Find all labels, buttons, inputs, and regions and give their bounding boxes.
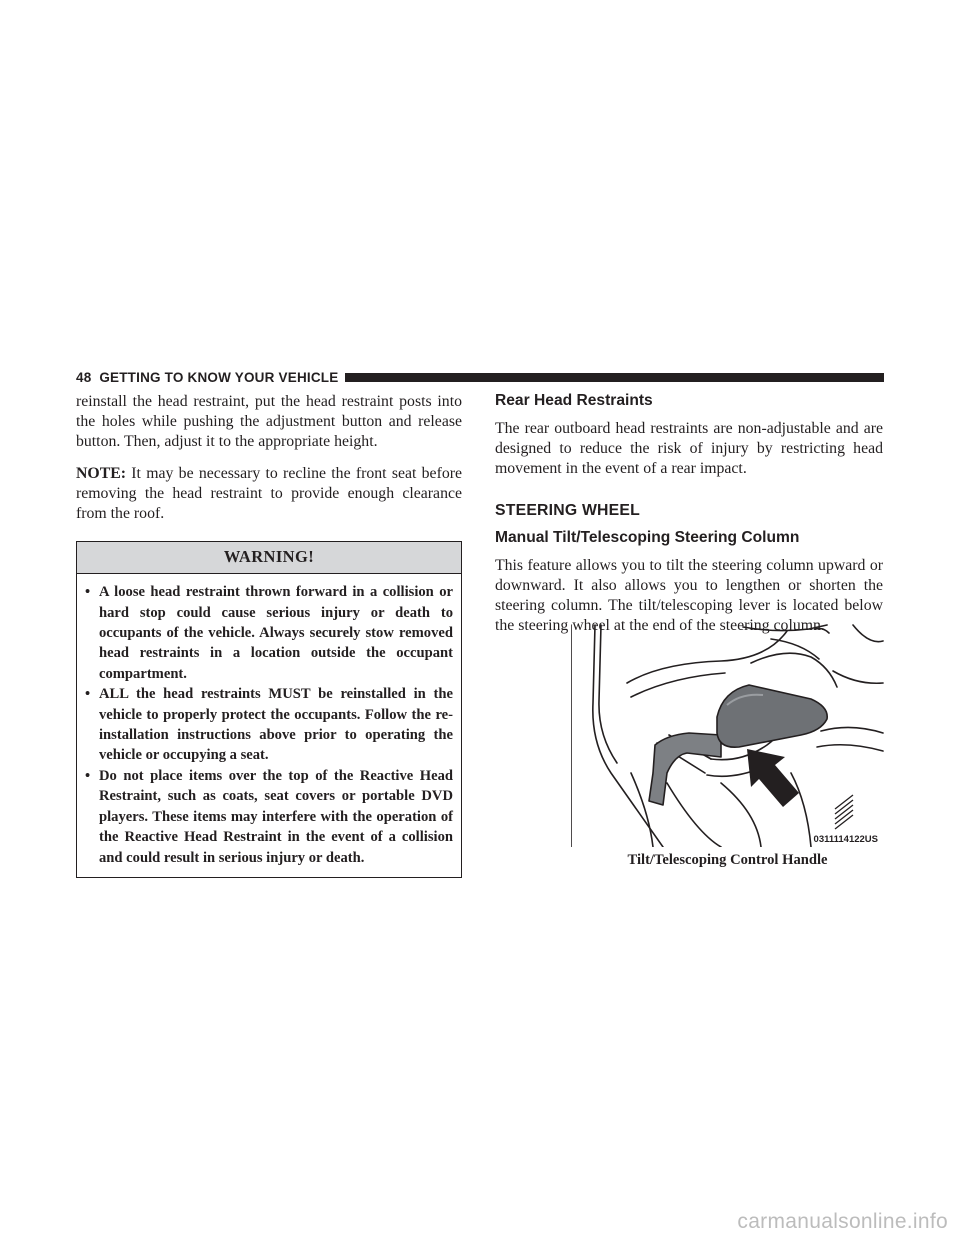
- warning-item-text: Do not place items over the top of the Reactive Head Restraint, such as coats, seat covers or portable DVD players. These items may interfere with the operation of the Reactive Head Restraint in the event of a collision and could result in serious injury or death.: [99, 767, 453, 866]
- warning-title: WARNING!: [77, 542, 461, 574]
- left-column: [76, 392, 462, 878]
- warning-item-text: ALL the head restraints MUST be reinstalled in the vehicle to properly protect the occupants. Follow the re-installation instructions above prior to operating the vehicle or occupying a seat.: [99, 686, 453, 764]
- watermark: carmanualsonline.info: [737, 1210, 948, 1233]
- page-header: [76, 369, 884, 385]
- steering-column-illustration: [571, 623, 884, 847]
- rear-head-restraints-text: The rear outboard head restraints are non-adjustable and are designed to reduce the risk of injury by restricting head movement in the event of a rear impact.: [495, 420, 883, 478]
- rear-head-restraints-heading: Rear Head Restraints: [495, 392, 653, 409]
- bullet-icon: •: [85, 767, 91, 784]
- warning-item-text: A loose head restraint thrown forward in a collision or hard stop could cause serious injury or death to occupants of the vehicle. Always securely stow removed head restraints in a location outside the occupant compartment.: [99, 584, 453, 682]
- warning-box: [76, 541, 462, 878]
- reinstall-paragraph: reinstall the head restraint, put the head restraint posts into the holes while pushing the adjustment button and release button. Then, adjust it to the appropriate height.: [76, 393, 462, 451]
- steering-wheel-heading: STEERING WHEEL: [495, 501, 640, 519]
- bullet-icon: •: [85, 584, 91, 601]
- warning-list: [77, 574, 461, 877]
- header-rule: [345, 373, 884, 382]
- bullet-icon: •: [85, 686, 91, 703]
- manual-tilt-heading: Manual Tilt/Telescoping Steering Column: [495, 528, 800, 546]
- page-number: 48: [76, 369, 92, 385]
- section-title: GETTING TO KNOW YOUR VEHICLE: [99, 369, 339, 385]
- warning-item: [85, 684, 453, 766]
- figure-id: 0311114122US: [813, 834, 878, 845]
- figure-caption: Tilt/Telescoping Control Handle: [627, 852, 828, 868]
- warning-item: [85, 766, 453, 868]
- note-label: NOTE:: [76, 464, 127, 482]
- note-paragraph: [76, 464, 462, 525]
- warning-item: [85, 582, 453, 684]
- right-column: [495, 392, 883, 647]
- manual-tilt-text: This feature allows you to tilt the steering column upward or downward. It also allows you to lengthen or shorten the steering column. The tilt/telescoping lever is located below the steering wheel at the end of the steering column.: [495, 556, 883, 635]
- header-title: [76, 370, 338, 385]
- note-text: It may be necessary to recline the front seat before removing the head restraint to provide enough clearance from the roof.: [76, 464, 462, 523]
- steering-column-drawing: [571, 623, 884, 847]
